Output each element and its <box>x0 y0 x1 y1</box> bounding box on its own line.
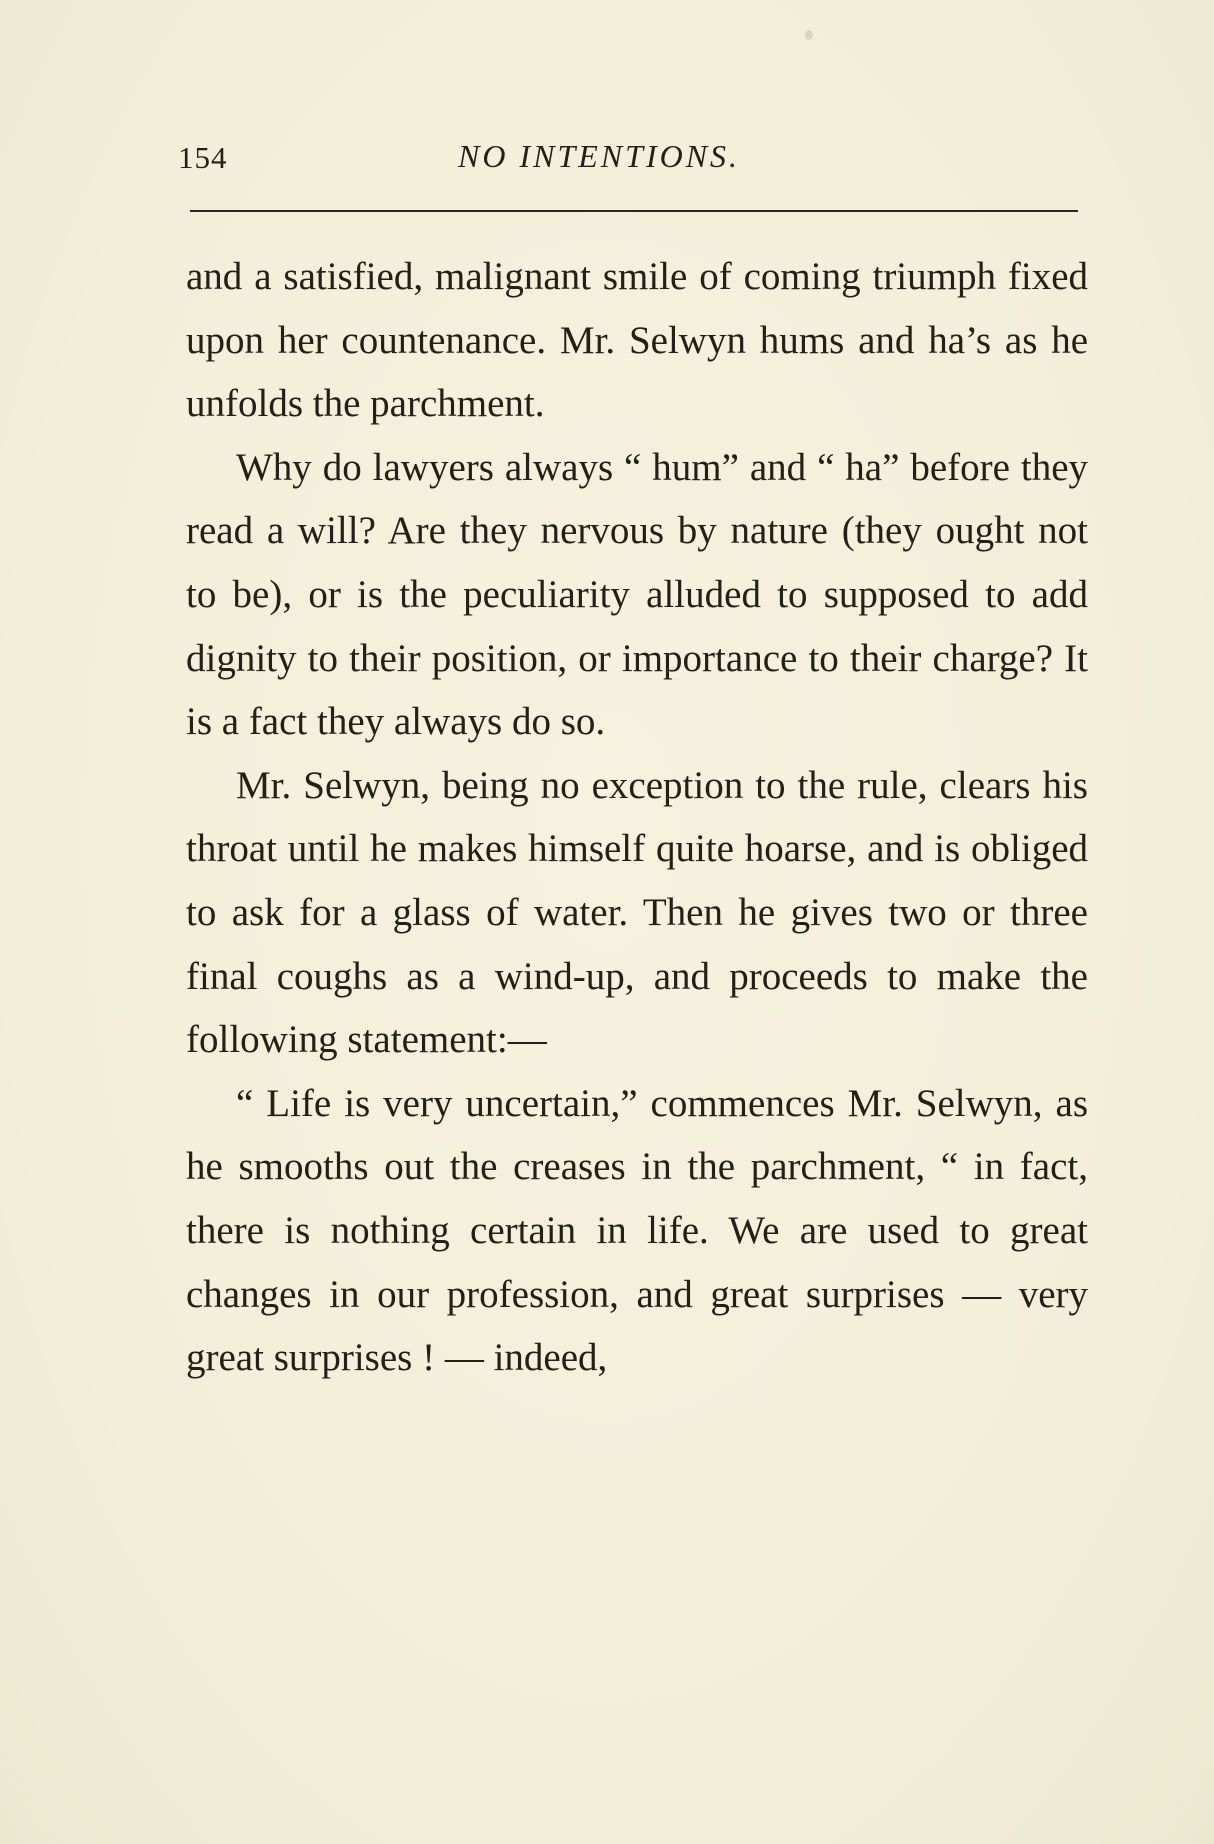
paragraph: Mr. Selwyn, being no exception to the rule, clears his throat until he makes himself quite hoarse, and is obliged to ask for a glass of water. Then he gives two or three final coughs as a wind-up, and proceeds to make the following statement:— <box>186 763 1088 1062</box>
paragraph: and a satisfied, malignant smile of coming triumph fixed upon her countenance. Mr. Selwyn hums and ha’s as he unfolds the parchment. <box>186 255 1088 426</box>
header-rule <box>190 210 1078 212</box>
running-title: NO INTENTIONS. <box>458 138 741 174</box>
page-number: 154 <box>178 140 228 175</box>
body-text <box>186 245 1088 1390</box>
paper-blemish <box>805 30 813 40</box>
paragraph: “ Life is very uncertain,” commences Mr. Selwyn, as he smooths out the creases in the parchment, “ in fact, there is nothing certain in life. We are used to great changes in our profession, and great surprises — very great surprises ! — indeed, <box>186 1081 1088 1380</box>
page-header <box>178 132 1078 176</box>
paragraph: Why do lawyers always “ hum” and “ ha” before they read a will? Are they nervous by nature (they ought not to be), or is the peculiarity alluded to supposed to add dignity to their position, or importance to their charge? It is a fact they always do so. <box>186 445 1088 744</box>
